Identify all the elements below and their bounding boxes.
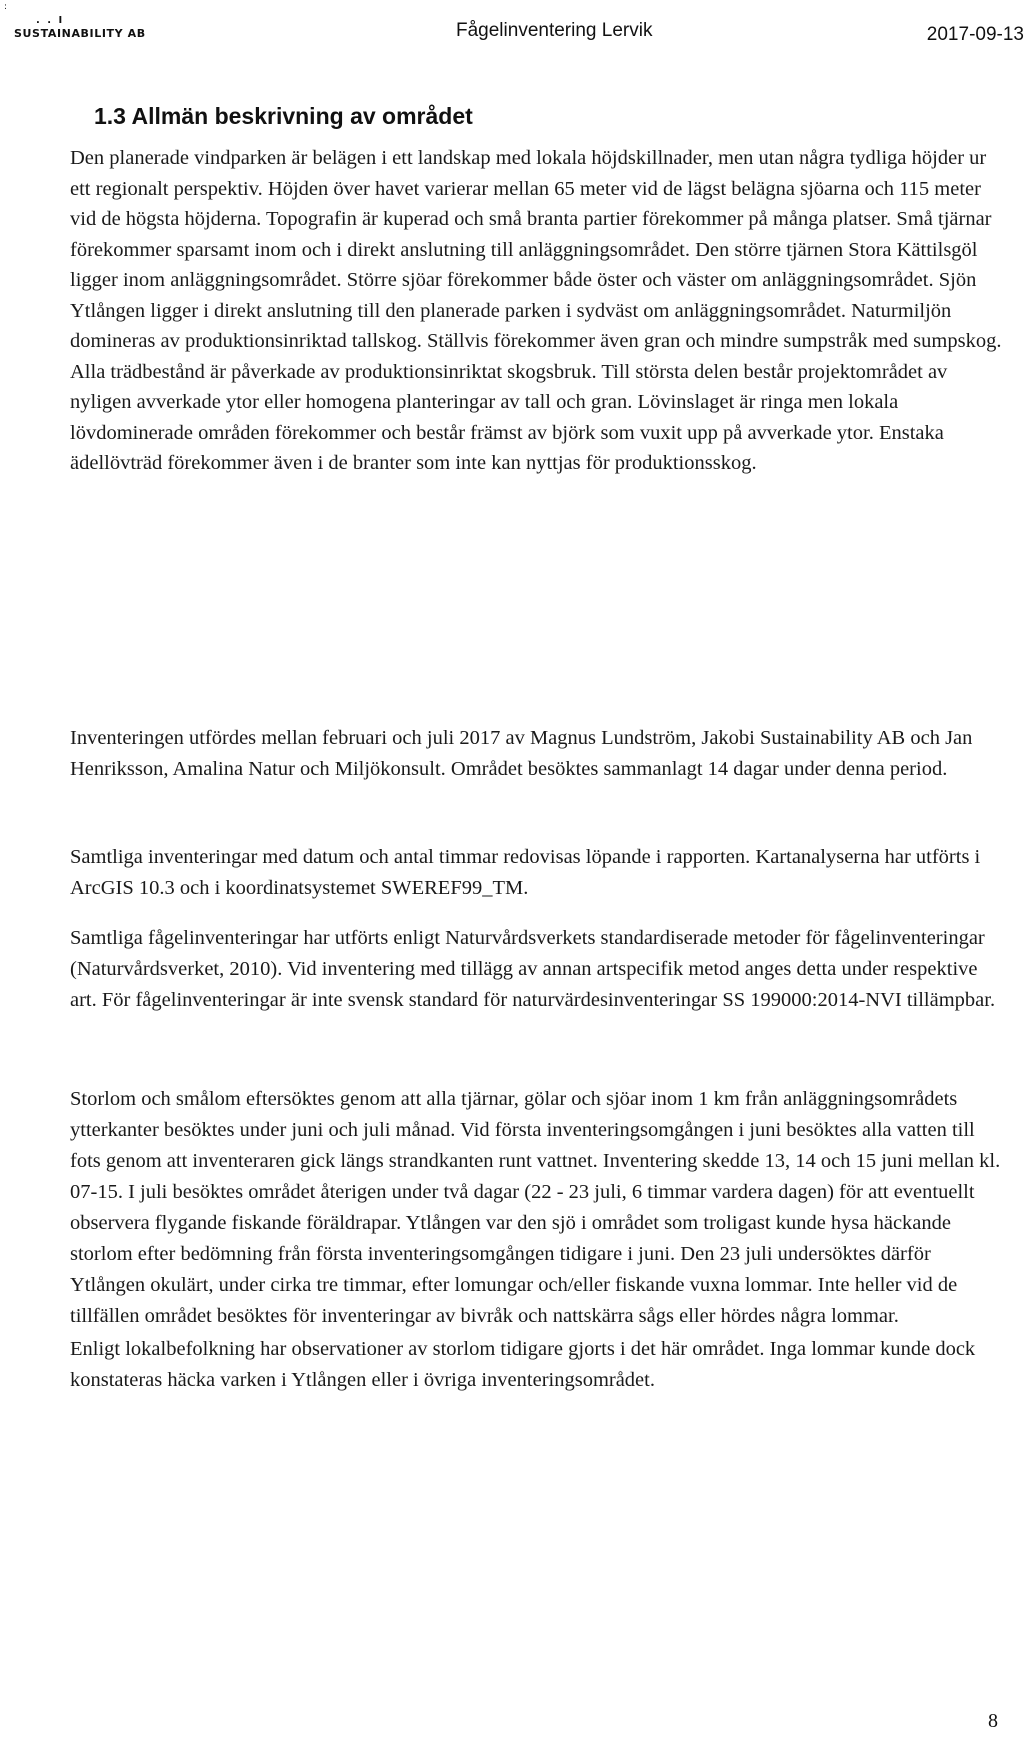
page-number: 8 <box>988 1710 998 1732</box>
company-logo <box>14 15 146 40</box>
paragraph-loon-survey: Storlom och smålom eftersöktes genom att alla tjärnar, gölar och sjöar inom 1 km från anläggningsområdets ytterkanter besöktes under juni och juli månad. Vid första inventeringsomgången i juni besöktes alla vatten till fots genom att inventeraren gick längs strandkanten runt vattnet. Inventering skedde 13, 14 och 15 juni mellan kl. 07-15. I juli besöktes området återigen under två dagar (22 - 23 juli, 6 timmar vardera dagen) för att eventuellt observera flygande fiskande föräldrapar. Ytlången var den sjö i området som troligast kunde hysa häckande storlom efter bedömning från första inventeringsomgången tidigare i juni. Den 23 juli undersöktes därför Ytlången okulärt, under cirka tre timmar, efter lomungar och/eller fiskande vuxna lommar. Inte heller vid de tillfällen området besöktes för inventeringar av bivråk och nattskärra sågs eller hördes några lommar. <box>70 1088 1001 1327</box>
paragraph-reporting: Samtliga inventeringar med datum och antal timmar redovisas löpande i rapporten. Kartanalyserna har utförts i ArcGIS 10.3 och i koordinatsystemet SWEREF99_TM. <box>70 846 981 899</box>
paragraph-methods: Samtliga fågelinventeringar har utförts enligt Naturvårdsverkets standardiserade metoder för fågelinventeringar (Naturvårdsverket, 2010). Vid inventering med tillägg av annan artspecifik metod anges detta under respektive art. För fågelinventeringar är inte svensk standard för naturvärdesinventeringar SS 199000:2014-NVI tillämpbar. <box>70 927 996 1011</box>
logo-mark: . . I <box>36 15 65 26</box>
paragraph-local-observations: Enligt lokalbefolkning har observationer av storlom tidigare gjorts i det här området. Inga lommar kunde dock konstateras häcka varken i Ytlången eller i övriga inventeringsområdet. <box>70 1338 976 1391</box>
paragraph-area-description: Den planerade vindparken är belägen i ett landskap med lokala höjdskillnader, men utan några tydliga höjder ur ett regionalt perspektiv. Höjden över havet varierar mellan 65 meter vid de lägst belägna sjöarna och 115 meter vid de högsta höjderna. Topografin är kuperad och små branta partier förekommer på många platser. Små tjärnar förekommer sparsamt inom och i direkt anslutning till anläggningsområdet. Den större tjärnen Stora Kättilsgöl ligger inom anläggningsområdet. Större sjöar förekommer både öster och väster om anläggningsområdet. Sjön Ytlången ligger i direkt anslutning till den planerade parken i sydväst om anläggningsområdet. Naturmiljön domineras av produktionsinriktad tallskog. Ställvis förekommer även gran och mindre sumpstråk med sumpskog. Alla trädbestånd är påverkade av produktionsinriktat skogsbruk. Till största delen består projektområdet av nyligen avverkade ytor eller homogena planteringar av tall och gran. Lövinslaget är ringa men lokala lövdominerade områden förekommer och består främst av björk som vuxit upp på avverkade ytor. Enstaka ädellövträd förekommer även i de branter som inte kan nyttjas för produktionsskog. <box>70 147 1002 474</box>
corner-mark: : <box>4 2 8 12</box>
section-heading: 1.3 Allmän beskrivning av området <box>94 103 473 129</box>
company-name: SUSTAINABILITY AB <box>14 27 146 40</box>
document-date: 2017-09-13 <box>926 24 1024 45</box>
paragraph-inventory-period: Inventeringen utfördes mellan februari och juli 2017 av Magnus Lundström, Jakobi Sustainability AB och Jan Henriksson, Amalina Natur och Miljökonsult. Området besöktes sammanlagt 14 dagar under denna period. <box>70 727 973 780</box>
document-title: Fågelinventering Lervik <box>456 20 653 41</box>
